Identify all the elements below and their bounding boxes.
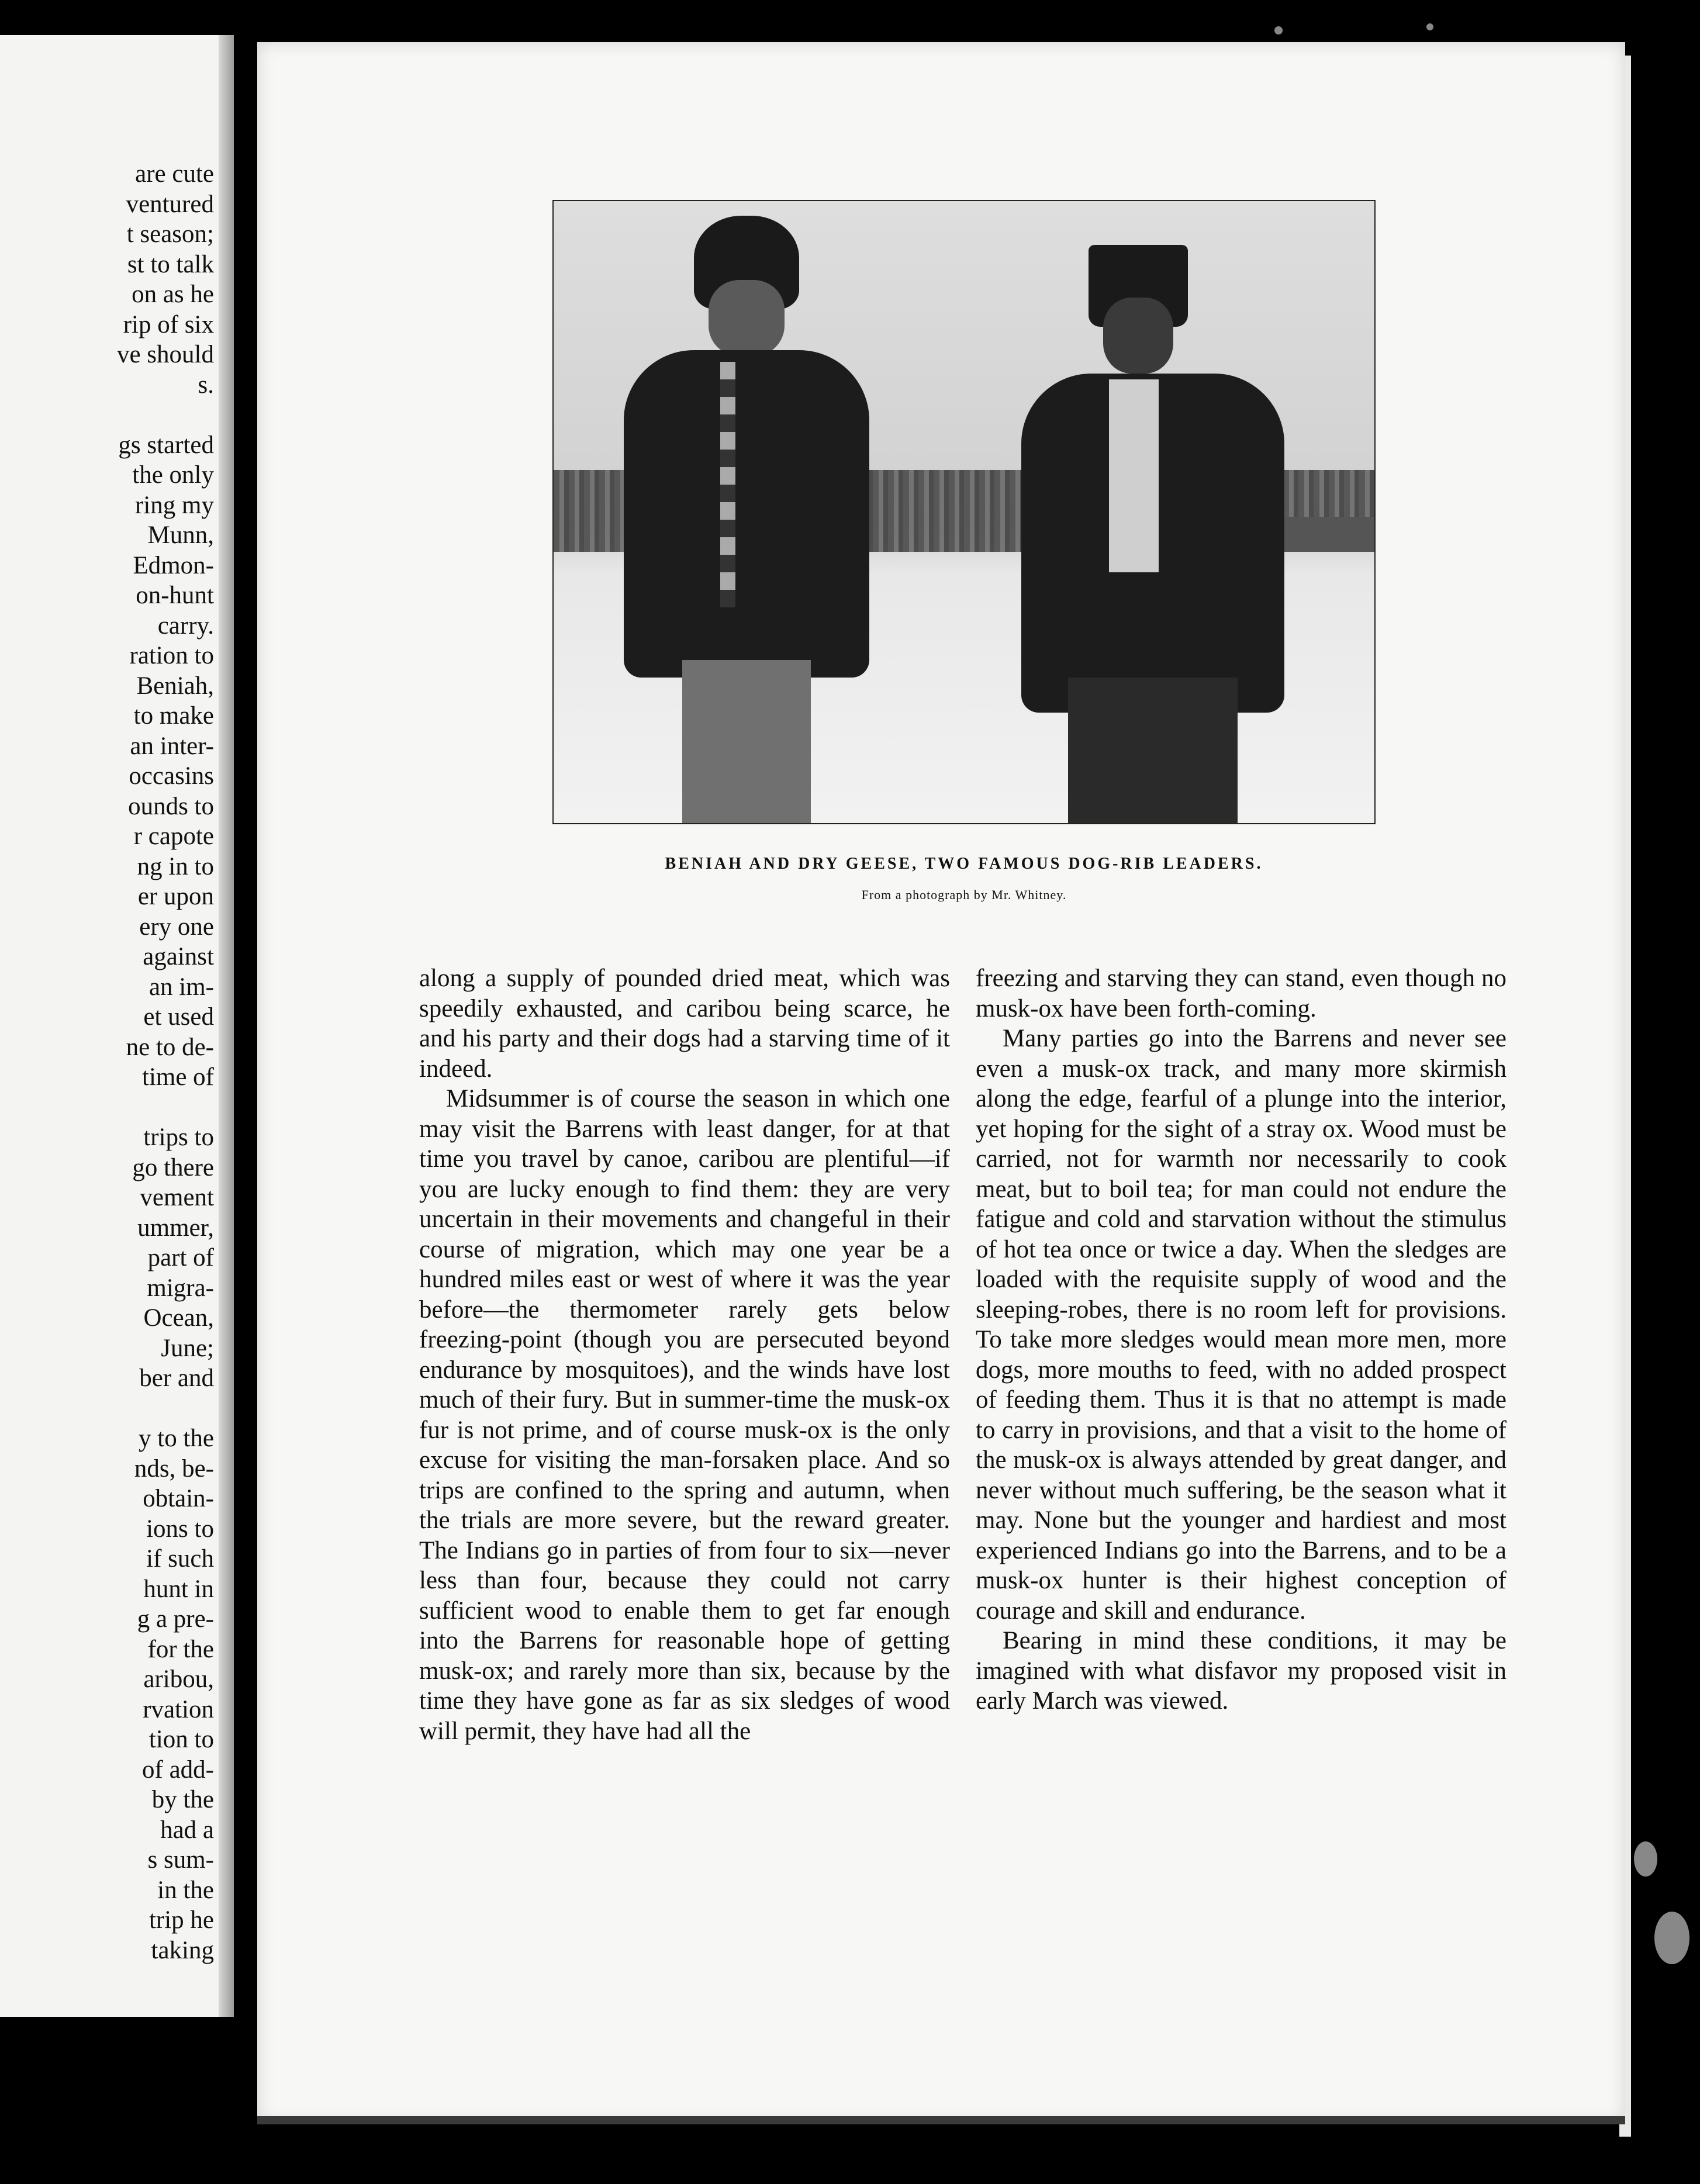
text-line: Ocean, <box>143 1304 214 1332</box>
text-line: nds, be- <box>134 1454 214 1483</box>
text-line: on-hunt <box>136 582 214 609</box>
scan-speckle <box>1634 1841 1657 1877</box>
text-line: are cute <box>135 160 214 188</box>
text-line: an inter- <box>130 732 214 760</box>
text-line: er upon <box>137 883 214 910</box>
text-line: tion to <box>148 1726 214 1753</box>
page-gutter-shadow <box>219 35 234 2017</box>
text-line: go there <box>132 1153 214 1181</box>
text-line: ery one <box>139 913 214 941</box>
text-line: ring my <box>135 491 214 519</box>
text-line: June; <box>161 1334 214 1362</box>
page-bottom-edge <box>257 2116 1625 2124</box>
text-line: ventured <box>126 190 214 218</box>
text-line: in the <box>157 1876 214 1904</box>
text-line: Edmon- <box>133 551 214 579</box>
text-line: Beniah, <box>136 672 214 700</box>
text-line: the only <box>132 461 214 489</box>
text-line: migra- <box>147 1274 214 1302</box>
text-line: part of <box>147 1244 214 1271</box>
text-line: ration to <box>129 642 214 669</box>
text-line: for the <box>147 1635 214 1663</box>
text-line: vement <box>140 1184 214 1211</box>
text-line: ber and <box>139 1364 214 1392</box>
text-line: on as he <box>132 281 214 308</box>
paragraph: along a supply of pounded dried meat, which was speedily exhausted, and caribou being scarce, he and his party and their dogs had a starving time of it indeed. <box>419 965 950 1083</box>
text-line: g a pre- <box>137 1605 214 1633</box>
previous-page-text-column <box>117 159 214 1965</box>
figure-beniah <box>612 216 881 824</box>
paragraph: Bearing in mind these conditions, it may be imagined with what disfavor my proposed visit in early March was viewed. <box>976 1627 1506 1715</box>
text-line: time of <box>142 1063 214 1091</box>
text-line: had a <box>160 1816 214 1844</box>
text-line: ne to de- <box>126 1033 214 1061</box>
text-line: rip of six <box>123 310 214 338</box>
article-column-right <box>976 963 1506 1716</box>
scan-speckle <box>1654 1912 1689 1964</box>
text-line: ve should <box>116 341 214 368</box>
text-line: an im- <box>148 973 214 1001</box>
figure-caption: BENIAH AND DRY GEESE, TWO FAMOUS DOG-RIB LEADERS. <box>665 855 1263 873</box>
text-line: trip he <box>148 1906 214 1934</box>
text-line: ions to <box>146 1515 214 1543</box>
previous-page <box>0 35 234 2017</box>
paragraph: Many parties go into the Barrens and never see even a musk-ox track, and many more skirmish along the edge, fearful of a plunge into the interior, yet hoping for the sight of a stray ox. Wood must be carried, not for warmth nor necessarily to cook meat, but to boil tea; for man could not endure the fatigue and cold and starvation without the stimulus of hot tea once or twice a day. When the sledges are loaded with the requisite supply of wood and the sleeping-robes, there is no room left for provisions. To take more sledges would mean more men, more dogs, more mouths to feed, with no added prospect of feeding them. Thus it is that no attempt is made to carry in provisions, and that a visit to the home of the musk-ox is always attended by great danger, and never without much suffering, be the season what it may. None but the younger and hardiest and most experienced Indians go into the Barrens, and to be a musk-ox hunter is their highest conception of courage and skill and endurance. <box>976 1025 1506 1625</box>
text-line: r capote <box>133 823 214 850</box>
figure-dry-geese <box>1004 245 1308 824</box>
article-column-left <box>419 963 950 1746</box>
text-line: ummer, <box>137 1214 214 1242</box>
text-line: et used <box>143 1003 214 1031</box>
paragraph: Midsummer is of course the season in which one may visit the Barrens with least danger, for at that time you travel by canoe, caribou are plentiful—if you are lucky enough to find them: they are very uncertain in their movements and changeful in their course of migration, which may one year be a hundred miles east or west of where it was the year before—the thermometer rarely gets below freezing-point (though you are persecuted beyond endurance by mosquitoes), and the winds have lost much of their fury. But in summer-time the musk-ox fur is not prime, and of course musk-ox is the only excuse for visiting the man-forsaken place. And so trips are confined to the spring and autumn, when the trials are more severe, but the reward greater. The Indians go in parties of from four to six—never less than four, because they could not carry sufficient wood to enable them to get far enough into the Barrens for reasonable hope of getting musk-ox; and rarely more than six, because by the time they have gone as far as six sledges of wood will permit, they have had all the <box>419 1085 950 1745</box>
text-line: of add- <box>142 1756 214 1784</box>
text-line: s. <box>198 371 214 399</box>
text-line: if such <box>146 1545 214 1573</box>
text-line: taking <box>151 1936 214 1964</box>
text-line: t season; <box>126 220 214 248</box>
text-line: ng in to <box>137 852 214 880</box>
photograph <box>552 200 1376 824</box>
text-line: st to talk <box>127 250 214 278</box>
text-line: by the <box>151 1786 214 1813</box>
scan-speckle <box>1274 26 1283 34</box>
text-line: Munn, <box>147 521 214 549</box>
text-line: ounds to <box>128 792 214 820</box>
text-line: carry. <box>157 611 214 640</box>
text-line: s sum- <box>147 1846 214 1874</box>
text-line: obtain- <box>143 1485 214 1512</box>
paragraph: freezing and starving they can stand, even though no musk-ox have been forth-coming. <box>976 965 1506 1022</box>
text-line: against <box>143 943 214 970</box>
text-line: rvation <box>143 1695 214 1723</box>
figure-credit: From a photograph by Mr. Whitney. <box>861 887 1067 902</box>
text-line: to make <box>133 702 214 730</box>
scan-speckle <box>1426 23 1433 30</box>
text-line: y to the <box>139 1425 214 1452</box>
text-line: trips to <box>143 1124 214 1151</box>
text-line: aribou, <box>143 1665 214 1693</box>
text-line: occasins <box>129 762 214 790</box>
text-line: hunt in <box>143 1575 214 1603</box>
text-line: gs started <box>118 431 214 459</box>
